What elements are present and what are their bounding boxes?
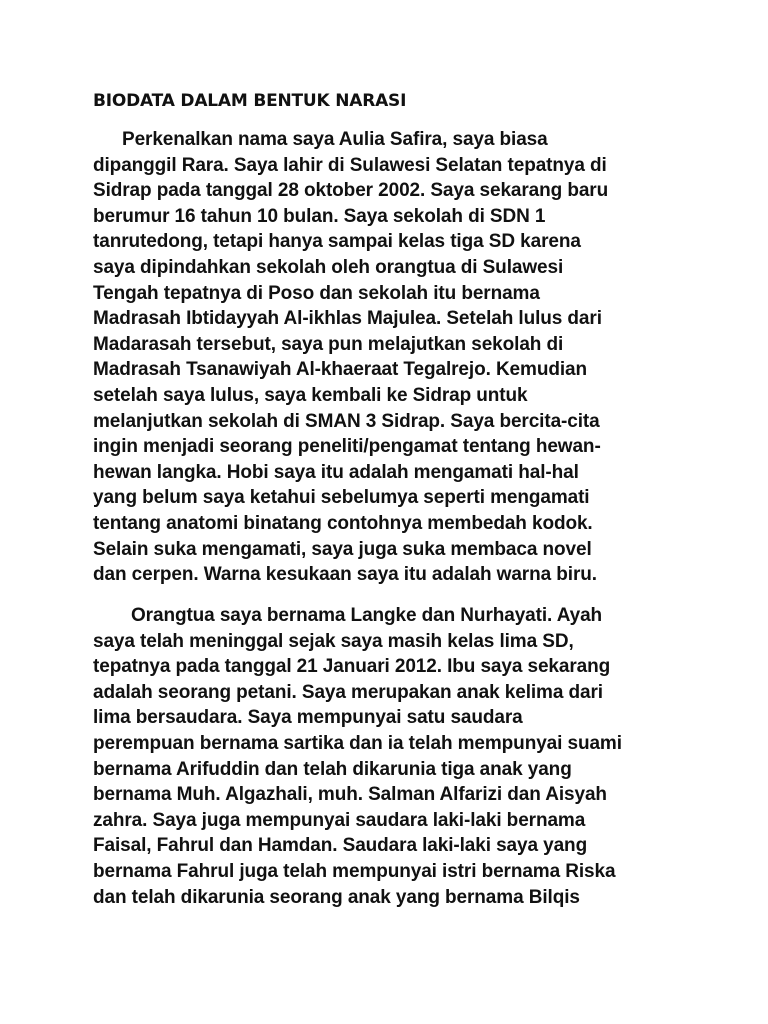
paragraph-line: tanrutedong, tetapi hanya sampai kelas tiga SD karena — [93, 231, 581, 253]
paragraph-line: Selain suka mengamati, saya juga suka membaca novel — [93, 538, 592, 560]
paragraph-line: Madrasah Ibtidayyah Al-ikhlas Majulea. Setelah lulus dari — [93, 308, 602, 330]
paragraph-line: dan telah dikarunia seorang anak yang bernama Bilqis — [93, 886, 580, 908]
paragraph-line: tepatnya pada tanggal 21 Januari 2012. Ibu saya sekarang — [93, 656, 611, 678]
paragraph-line: saya dipindahkan sekolah oleh orangtua di Sulawesi — [93, 256, 564, 278]
paragraph-line: zahra. Saya juga mempunyai saudara laki-laki bernama — [93, 809, 586, 831]
paragraph-line: berumur 16 tahun 10 bulan. Saya sekolah di SDN 1 — [93, 205, 546, 227]
paragraph-line: Sidrap pada tanggal 28 oktober 2002. Saya sekarang baru — [93, 180, 609, 202]
paragraph-line: tentang anatomi binatang contohnya membedah kodok. — [93, 512, 593, 534]
paragraph-line: ingin menjadi seorang peneliti/pengamat tentang hewan- — [93, 436, 601, 458]
paragraph-line: Madarasah tersebut, saya pun melajutkan sekolah di — [93, 333, 564, 355]
paragraph-line: bernama Arifuddin dan telah dikarunia tiga anak yang — [93, 758, 572, 780]
paragraph-line: yang belum saya ketahui sebelumya seperti mengamati — [93, 487, 590, 509]
paragraph-line: saya telah meninggal sejak saya masih kelas lima SD, — [93, 630, 574, 652]
paragraph-line: bernama Fahrul juga telah mempunyai istri bernama Riska — [93, 860, 616, 882]
paragraph-line: Tengah tepatnya di Poso dan sekolah itu bernama — [93, 282, 540, 304]
paragraph-family — [93, 603, 622, 910]
paragraph-line: adalah seorang petani. Saya merupakan anak kelima dari — [93, 681, 603, 703]
paragraph-line: Madrasah Tsanawiyah Al-khaeraat Tegalrejo. Kemudian — [93, 359, 587, 381]
document-title: BIODATA DALAM BENTUK NARASI — [93, 91, 407, 111]
paragraph-line: Faisal, Fahrul dan Hamdan. Saudara laki-laki saya yang — [93, 835, 588, 857]
paragraph-line: dipanggil Rara. Saya lahir di Sulawesi Selatan tepatnya di — [93, 154, 607, 176]
paragraph-self-introduction — [93, 127, 608, 588]
paragraph-line: melanjutkan sekolah di SMAN 3 Sidrap. Saya bercita-cita — [93, 410, 600, 432]
paragraph-line: Perkenalkan nama saya Aulia Safira, saya biasa — [122, 129, 548, 150]
paragraph-line: setelah saya lulus, saya kembali ke Sidrap untuk — [93, 384, 528, 406]
paragraph-line: bernama Muh. Algazhali, muh. Salman Alfarizi dan Aisyah — [93, 784, 607, 806]
paragraph-line: lima bersaudara. Saya mempunyai satu saudara — [93, 707, 523, 729]
paragraph-line: perempuan bernama sartika dan ia telah mempunyai suami — [93, 732, 622, 754]
paragraph-line: Orangtua saya bernama Langke dan Nurhayati. Ayah — [131, 605, 603, 626]
paragraph-line: dan cerpen. Warna kesukaan saya itu adalah warna biru. — [93, 564, 597, 586]
paragraph-line: hewan langka. Hobi saya itu adalah mengamati hal-hal — [93, 461, 579, 483]
